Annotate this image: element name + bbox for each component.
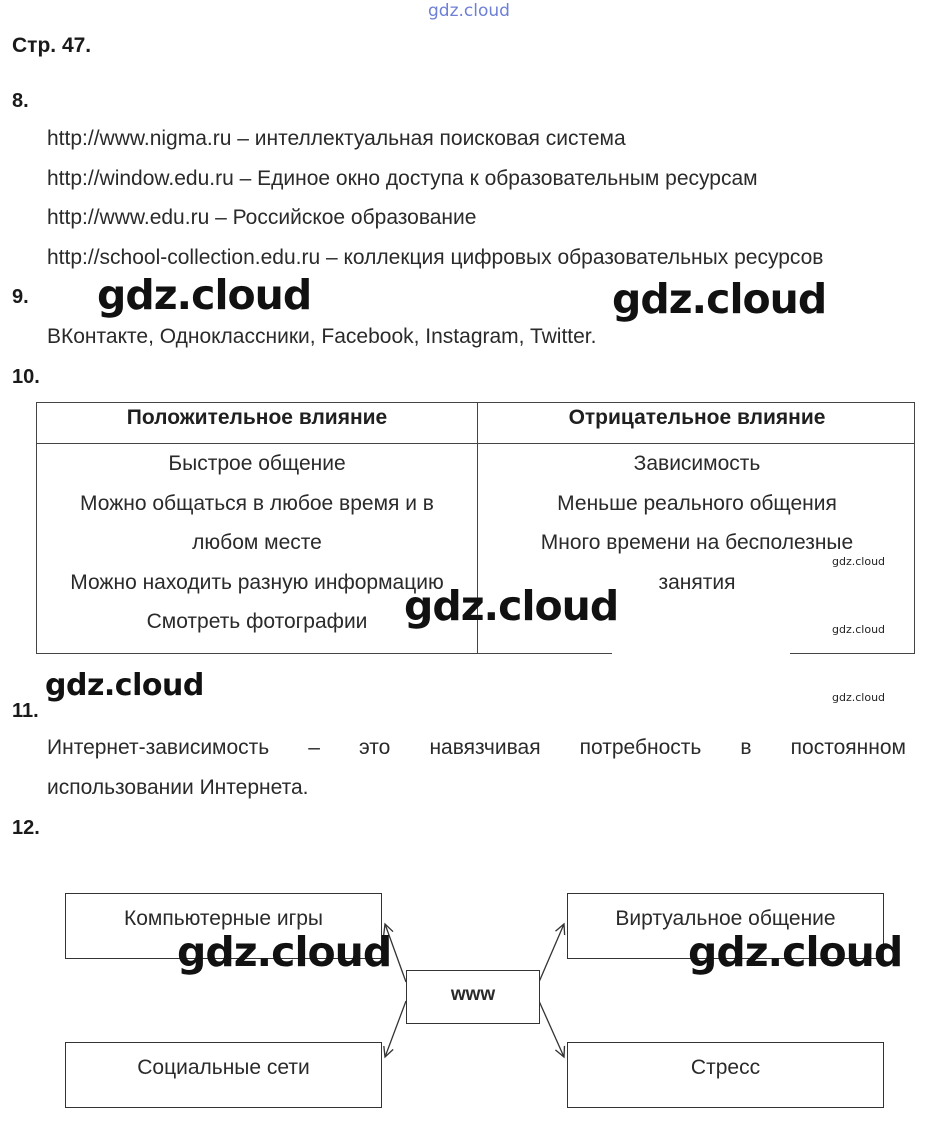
header-positive: Положительное влияние	[126, 406, 388, 429]
watermark-small-2: gdz.cloud	[832, 623, 886, 636]
q11-word: –	[308, 736, 320, 759]
box-label: Социальные сети	[137, 1056, 310, 1079]
watermark-q9-right: gdz.cloud	[612, 275, 827, 323]
q11-word: Интернет-зависимость	[47, 736, 270, 759]
watermark-small-3: gdz.cloud	[832, 691, 886, 704]
negative-item: занятия	[658, 570, 736, 594]
negative-item: Зависимость	[633, 452, 761, 475]
box-label: www	[450, 984, 496, 1005]
q11-word: в	[740, 736, 752, 759]
q11-word: навязчивая	[429, 736, 541, 759]
q11-word: потребность	[579, 736, 702, 759]
positive-item: Можно находить разную информацию	[70, 570, 444, 594]
q11-word: это	[359, 736, 391, 759]
q8-line-4: http://school-collection.edu.ru – коллекция цифровых образовательных ресурсов	[47, 246, 824, 269]
arrow-to-bottom-left	[385, 1001, 406, 1057]
q8-line-2: http://window.edu.ru – Единое окно доступа к образовательным ресурсам	[47, 167, 758, 190]
question-10-number: 10.	[12, 366, 40, 388]
arrow-to-top-right	[539, 924, 564, 982]
watermark-q11: gdz.cloud	[45, 668, 204, 703]
header-negative: Отрицательное влияние	[568, 406, 826, 429]
box-stress	[567, 1042, 884, 1108]
watermark-diagram-right: gdz.cloud	[688, 928, 903, 976]
positive-item: любом месте	[192, 531, 322, 555]
positive-item: Быстрое общение	[168, 452, 346, 475]
q8-line-3: http://www.edu.ru – Российское образование	[47, 206, 477, 229]
box-label: Компьютерные игры	[123, 907, 324, 930]
q9-answer: ВКонтакте, Одноклассники, Facebook, Instagram, Twitter.	[47, 325, 597, 348]
question-11-number: 11.	[12, 700, 39, 722]
negative-item: Меньше реального общения	[557, 491, 837, 515]
watermark-top: gdz.cloud	[428, 1, 510, 21]
question-8-number: 8.	[12, 90, 29, 112]
positive-item: Можно общаться в любое время и в	[80, 491, 434, 515]
watermark-table: gdz.cloud	[404, 582, 619, 630]
watermark-diagram-left: gdz.cloud	[177, 928, 392, 976]
box-social-networks	[65, 1042, 382, 1108]
box-label: Стресс	[690, 1056, 761, 1079]
q8-line-1: http://www.nigma.ru – интеллектуальная поисковая система	[47, 127, 626, 150]
q11-word: постоянном	[790, 736, 906, 759]
page-reference: Стр. 47.	[12, 34, 92, 57]
arrow-to-bottom-right	[539, 1001, 564, 1057]
watermark-small-1: gdz.cloud	[832, 555, 886, 568]
watermark-q9-left: gdz.cloud	[97, 271, 312, 319]
positive-item: Смотреть фотографии	[146, 610, 368, 634]
negative-item: Много времени на бесполезные	[540, 531, 854, 555]
box-label: Виртуальное общение	[615, 907, 836, 930]
q11-line-2: использовании Интернета.	[47, 776, 309, 799]
box-www	[406, 970, 540, 1024]
question-12-number: 12.	[12, 817, 40, 839]
question-9-number: 9.	[12, 286, 29, 308]
